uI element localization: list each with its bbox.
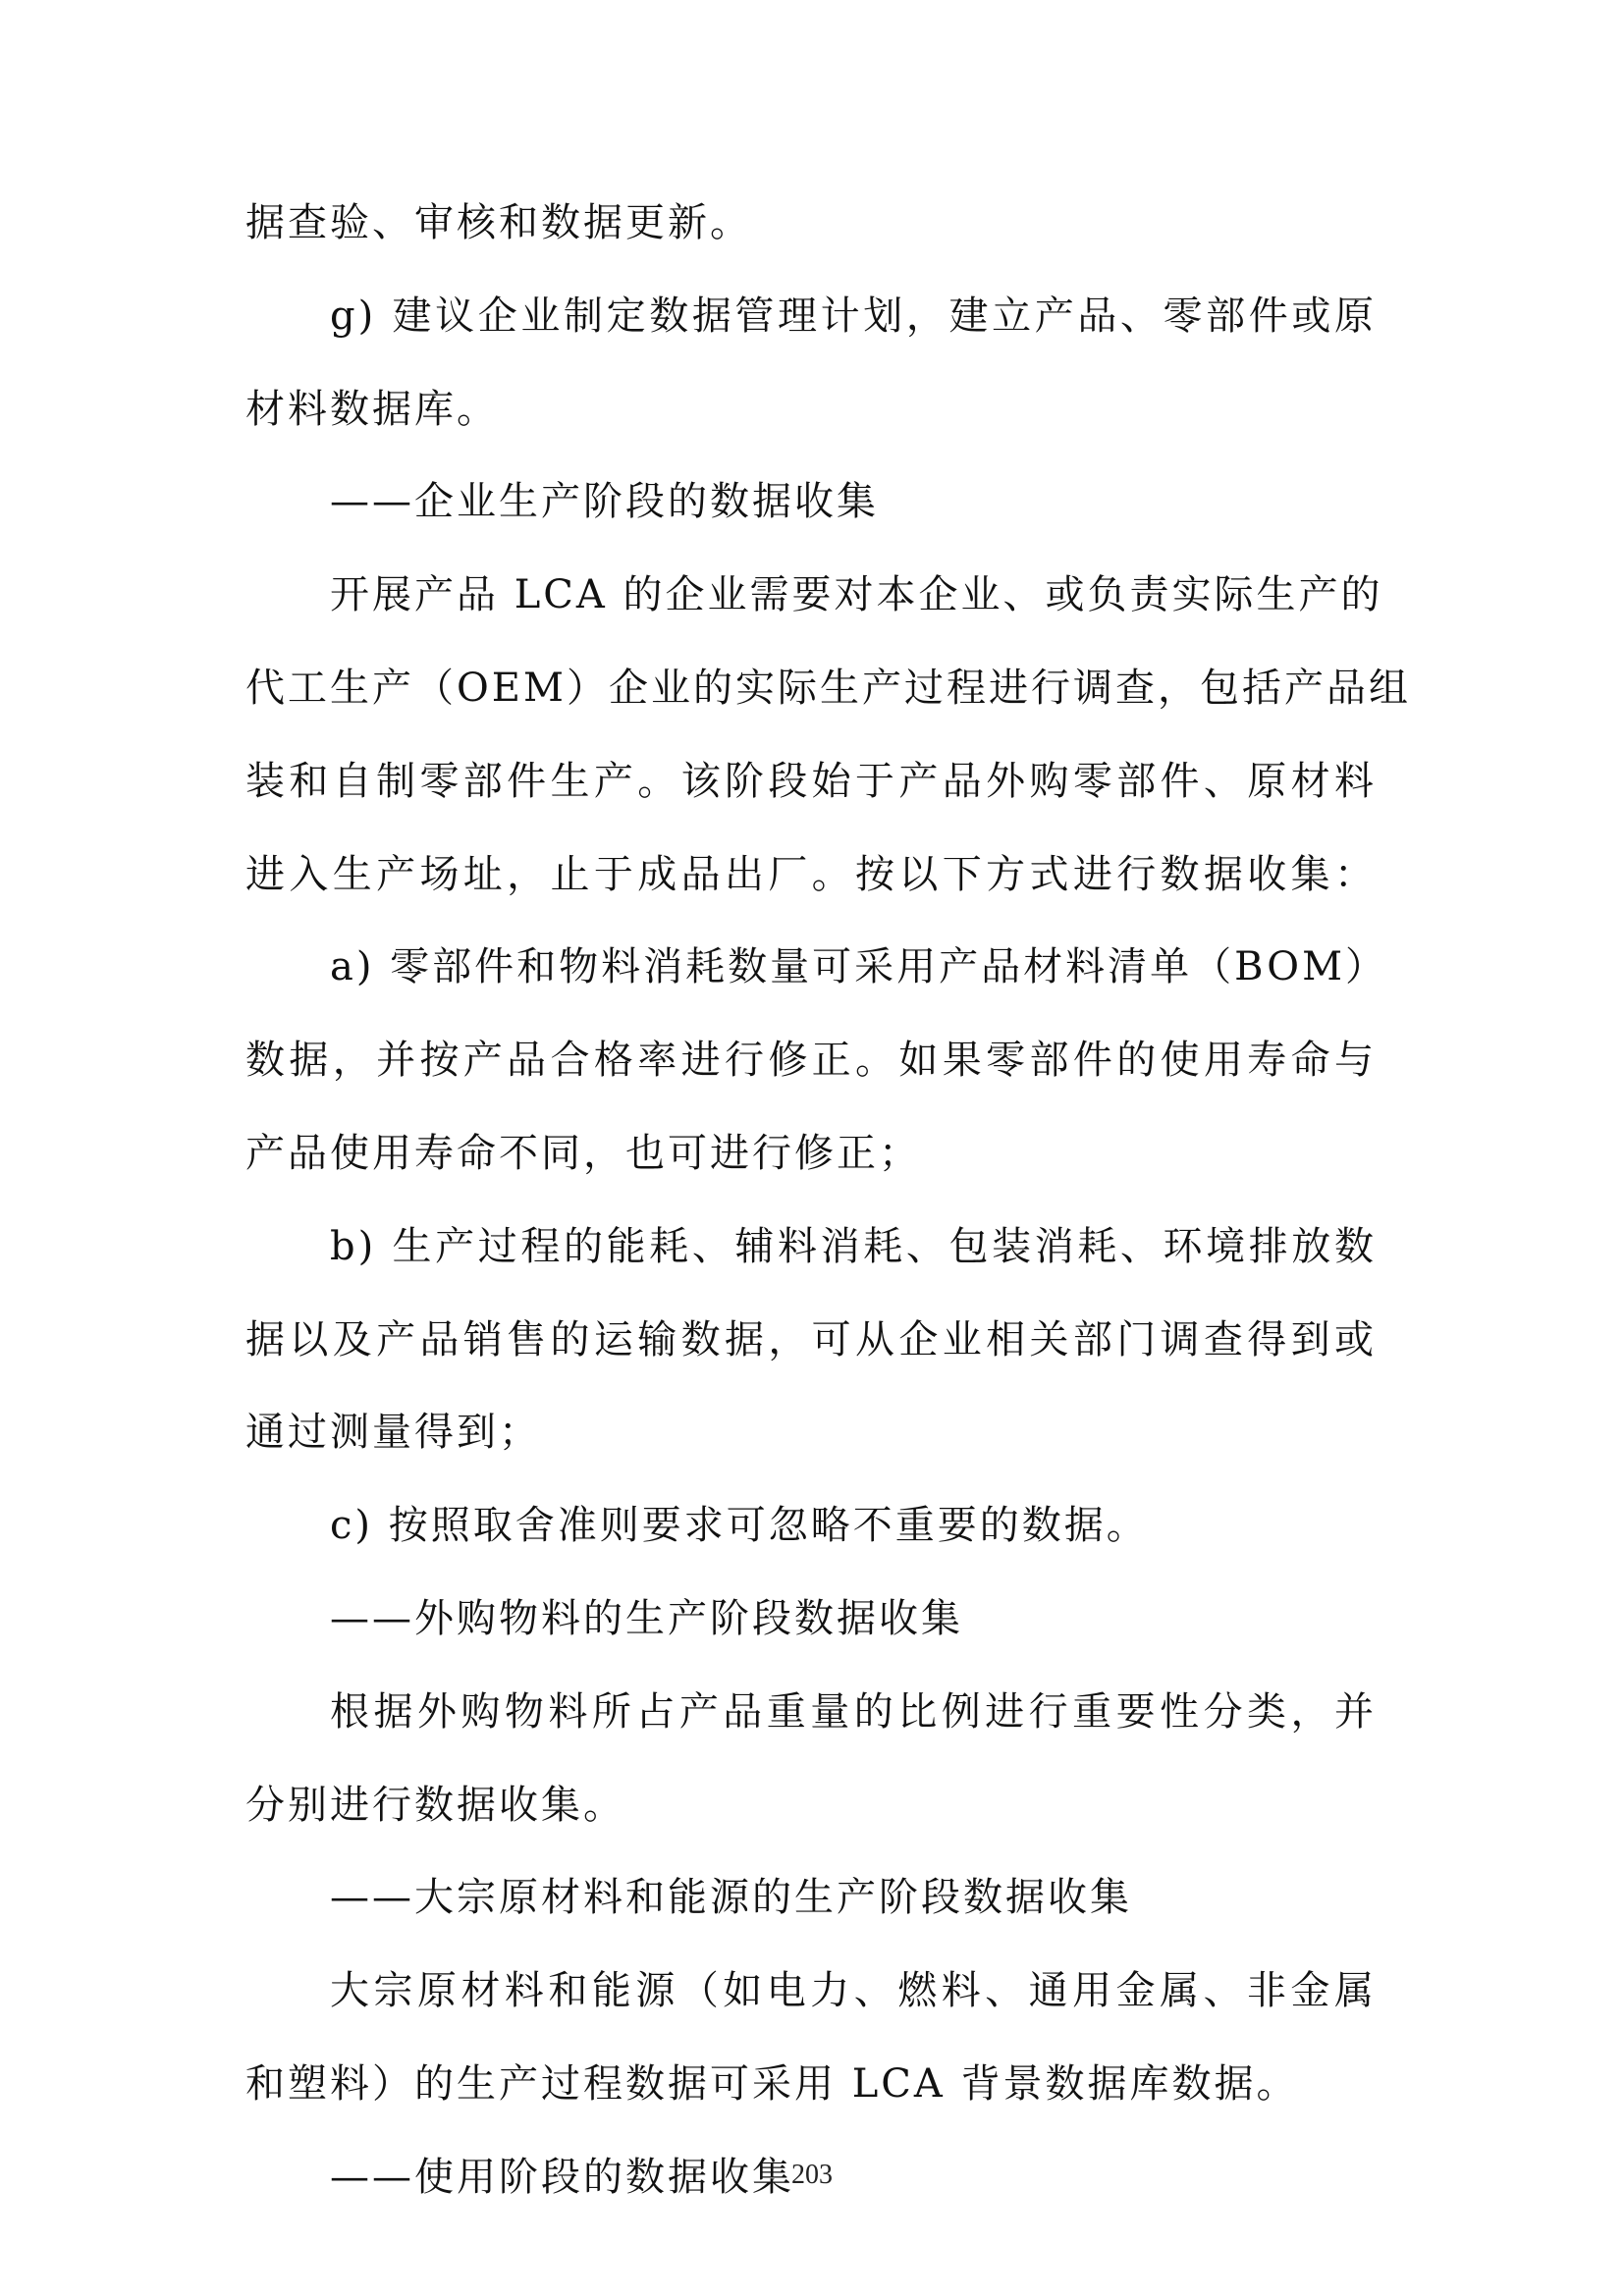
- list-item-a: a) 零部件和物料消耗数量可采用产品材料清单（BOM）: [330, 944, 1388, 990]
- paragraph-line: 产品使用寿命不同，也可进行修正；: [245, 1130, 921, 1176]
- list-item-b: b) 生产过程的能耗、辅料消耗、包装消耗、环境排放数: [330, 1223, 1377, 1269]
- page-number: 203: [791, 2160, 833, 2190]
- paragraph-line: 进入生产场址，止于成品出厂。按以下方式进行数据收集：: [245, 851, 1377, 897]
- section-heading-use-phase: ——使用阶段的数据收集: [330, 2154, 794, 2200]
- section-heading-enterprise-production: ——企业生产阶段的数据收集: [330, 479, 879, 525]
- paragraph-line: 分别进行数据收集。: [245, 1782, 625, 1828]
- section-heading-bulk-materials-energy: ——大宗原材料和能源的生产阶段数据收集: [330, 1875, 1132, 1921]
- text-line: 据查验、审核和数据更新。: [245, 200, 752, 245]
- list-item-c: c) 按照取舍准则要求可忽略不重要的数据。: [330, 1503, 1149, 1549]
- section-heading-purchased-materials: ——外购物料的生产阶段数据收集: [330, 1595, 963, 1641]
- paragraph-line: 和塑料）的生产过程数据可采用 LCA 背景数据库数据。: [245, 2060, 1299, 2107]
- paragraph-line: 据以及产品销售的运输数据，可从企业相关部门调查得到或: [245, 1316, 1377, 1362]
- list-item-g: g) 建议企业制定数据管理计划，建立产品、零部件或原: [330, 293, 1377, 339]
- paragraph-line: 根据外购物料所占产品重量的比例进行重要性分类，并: [330, 1688, 1377, 1735]
- paragraph-line: 代工生产（OEM）企业的实际生产过程进行调查，包括产品组: [245, 665, 1411, 711]
- document-body: [245, 177, 1411, 2224]
- paragraph-line: 开展产品 LCA 的企业需要对本企业、或负责实际生产的: [330, 572, 1383, 618]
- paragraph-line: 装和自制零部件生产。该阶段始于产品外购零部件、原材料: [245, 758, 1377, 804]
- paragraph-line: 大宗原材料和能源（如电力、燃料、通用金属、非金属: [330, 1968, 1377, 2014]
- paragraph-line: 通过测量得到；: [245, 1410, 541, 1456]
- paragraph-line: 数据，并按产品合格率进行修正。如果零部件的使用寿命与: [245, 1038, 1377, 1084]
- text-line: 材料数据库。: [245, 386, 499, 432]
